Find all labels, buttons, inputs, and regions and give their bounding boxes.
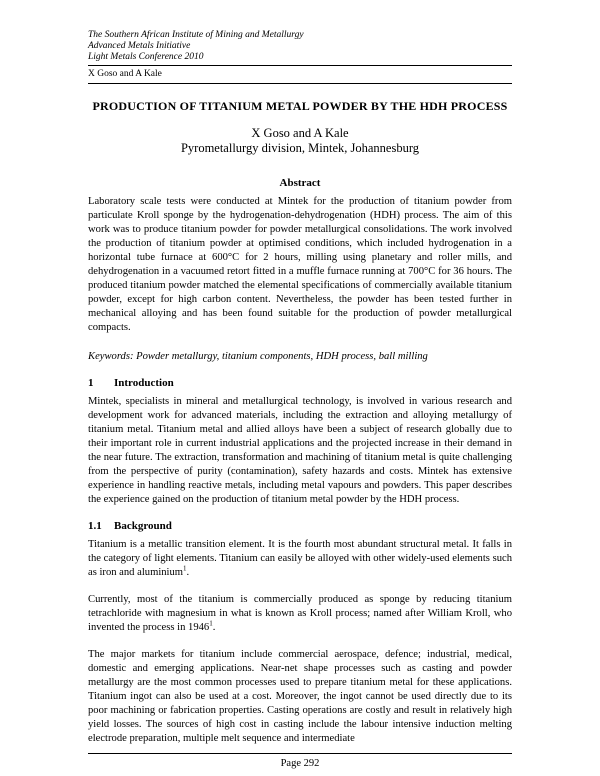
header-institute: The Southern African Institute of Mining and Metallurgy: [88, 30, 304, 40]
citation-reference-2: 1: [209, 619, 213, 628]
abstract-heading: Abstract: [279, 177, 321, 189]
section-heading-introduction: [88, 376, 512, 390]
header-rule-bottom: [88, 83, 512, 84]
keywords-line: Keywords: Powder metallurgy, titanium components, HDH process, ball milling: [88, 351, 428, 362]
header-initiative: Advanced Metals Initiative: [88, 41, 191, 51]
section-number-introduction: 1: [88, 377, 94, 389]
page-header: [88, 30, 512, 84]
author-affiliation: Pyrometallurgy division, Mintek, Johannesburg: [180, 141, 420, 155]
header-conference: Light Metals Conference 2010: [88, 52, 204, 62]
background-paragraph-2: [88, 593, 512, 635]
abstract-text: Laboratory scale tests were conducted at Mintek for the production of titanium powder from particulate Kroll sponge by the hydrogenation-dehydrogenation (HDH) process. The aim of this work was to produce titanium powder for powder metallurgical consolidations. The work involved the production of titanium powder at optimised conditions, which included hydrogenation in a horizontal tube furnace at 600°C for 2 hours, milling using planetary and roller mills, and dehydrogenation in a vacuumed retort fitted in a muffle furnace running at 700°C for 36 hours. The produced titanium powder matched the elemental specifications of commercially available titanium powder, except for high carbon content. Nevertheless, the powder has been tested further in mechanical alloying and has been found suitable for the production of powder metallurgical compacts.: [88, 196, 512, 333]
page-number: Page 292: [280, 758, 320, 769]
introduction-paragraph: Mintek, specialists in mineral and metallurgical technology, is involved in various research and development work for advanced materials, including the extraction and alloying metallurgy of titanium metal. Titanium metal and allied alloys have been a subject of research globally due to their important role in current industrial applications and the projected increase in their demand in the near future. The extraction, transformation and machining of titanium metal is quite challenging from the perspective of purity (contamination), safety hazards and costs. Mintek has extensive experience in handling reactive metals, including metal vapours and powders. This paper describes the experience gained on the production of titanium metal powder by the HDH process.: [88, 396, 512, 505]
section-number-background: 1.1: [88, 520, 102, 532]
header-running-authors: X Goso and A Kale: [88, 69, 162, 79]
background-paragraph-1-end: .: [186, 567, 190, 578]
paper-title: PRODUCTION OF TITANIUM METAL POWDER BY THE HDH PROCESS: [92, 99, 508, 113]
author-names: X Goso and A Kale: [251, 126, 349, 140]
citation-reference-1: 1: [183, 564, 187, 573]
background-paragraph-3: The major markets for titanium include commercial aerospace, defence; industrial, medical, domestic and emerging applications. Near-net shape processes such as casting and powder metallurgy are the most common processes used to prepare titanium metal for these applications. Titanium ingot can also be used at a cost. Moreover, the ingot cannot be used directly due to its poor machining or fabrication properties. Casting operations are costly and result in relatively high yield losses. The sources of high cost in casting include the labour intensive induction melting electrode preparation, multiple melt sequence and intermediate: [88, 649, 512, 744]
background-paragraph-2-text: Currently, most of the titanium is commercially produced as sponge by reducing titanium tetrachloride with magnesium in what is known as Kroll process; named after William Kroll, who invented the process in 1946: [88, 594, 512, 633]
section-heading-background: [88, 519, 512, 533]
header-rule-top: [88, 65, 512, 66]
footer-rule: [88, 753, 512, 754]
background-paragraph-1-text: Titanium is a metallic transition element. It is the fourth most abundant structural metal. It falls in the category of light elements. Titanium can easily be alloyed with other widely-used elements such as iron and aluminium: [88, 539, 512, 578]
section-title-background: Background: [114, 520, 172, 532]
background-paragraph-1: [88, 538, 512, 580]
section-title-introduction: Introduction: [114, 377, 174, 389]
background-paragraph-2-end: .: [212, 622, 216, 633]
page-footer: [88, 753, 512, 770]
